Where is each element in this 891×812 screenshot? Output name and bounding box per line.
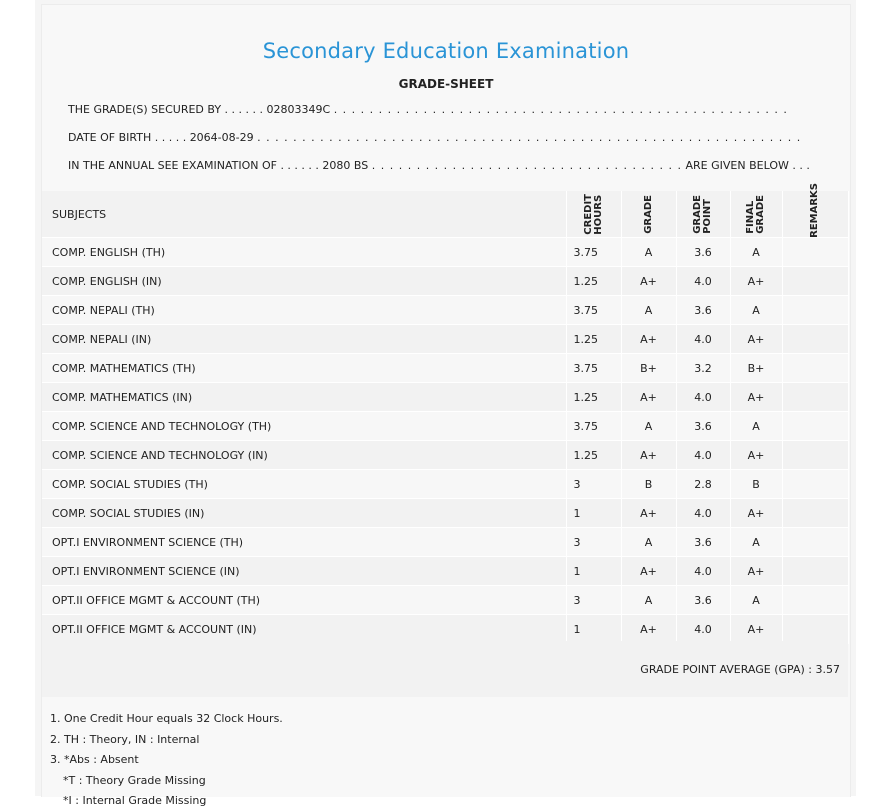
credit-hours-cell: 1 [566,499,621,528]
final-grade-cell: A [730,586,782,615]
grade-sheet-background [35,0,856,807]
final-grade-cell: B [730,470,782,499]
credit-hours-cell: 1 [566,615,621,644]
remarks-cell [782,267,848,296]
subject-cell: COMP. MATHEMATICS (TH) [42,354,566,383]
table-row [42,557,848,586]
exam-dots: . . . . . . . . . . . . . . . . . . . . . . . . . . . . . . . . . . . [371,159,682,172]
subject-cell: OPT.II OFFICE MGMT & ACCOUNT (IN) [42,615,566,644]
subject-cell: COMP. ENGLISH (IN) [42,267,566,296]
grade-point-cell: 3.6 [676,238,730,267]
subject-cell: COMP. SOCIAL STUDIES (IN) [42,499,566,528]
note-item: 3. *Abs : Absent [50,753,139,766]
exam-year: 2080 BS [322,159,369,172]
secured-by-label: THE GRADE(S) SECURED BY . . . . . . [68,103,264,116]
credit-hours-cell: 3.75 [566,412,621,441]
remarks-cell [782,470,848,499]
grade-point-header [676,191,730,238]
subject-cell: COMP. SCIENCE AND TECHNOLOGY (TH) [42,412,566,441]
final-grade-cell: A+ [730,267,782,296]
table-row [42,586,848,615]
grade-cell: A+ [621,499,676,528]
remarks-cell [782,325,848,354]
remarks-header-text: REMARKS [809,183,820,238]
table-row [42,383,848,412]
subject-cell: COMP. ENGLISH (TH) [42,238,566,267]
final-grade-cell: A+ [730,499,782,528]
grades-table [42,183,849,644]
final-grade-cell: A [730,238,782,267]
grade-point-cell: 3.6 [676,586,730,615]
symbol-number: 02803349C [266,103,331,116]
dob-line [68,131,801,144]
grade-header [621,191,676,238]
remarks-cell [782,441,848,470]
footnotes [50,709,283,812]
table-row [42,296,848,325]
final-grade-cell: B+ [730,354,782,383]
exam-label: IN THE ANNUAL SEE EXAMINATION OF . . . . . . [68,159,319,172]
final-grade-cell: A+ [730,441,782,470]
subject-cell: OPT.I ENVIRONMENT SCIENCE (IN) [42,557,566,586]
credit-hours-cell: 1.25 [566,267,621,296]
credit-hours-cell: 3.75 [566,354,621,383]
table-header-row [42,191,848,238]
grade-point-cell: 3.6 [676,412,730,441]
grade-point-cell: 4.0 [676,557,730,586]
table-row [42,412,848,441]
subject-cell: OPT.I ENVIRONMENT SCIENCE (TH) [42,528,566,557]
gpa-value: 3.57 [815,663,840,676]
final-grade-header [730,191,782,238]
subject-cell: OPT.II OFFICE MGMT & ACCOUNT (TH) [42,586,566,615]
grade-point-cell: 4.0 [676,383,730,412]
grade-point-cell: 3.2 [676,354,730,383]
final-grade-cell: A [730,296,782,325]
remarks-cell [782,557,848,586]
grade-point-cell: 4.0 [676,499,730,528]
grade-sheet-heading: GRADE-SHEET [398,77,494,91]
table-row [42,615,848,644]
grade-cell: A [621,238,676,267]
remarks-header [782,183,848,238]
note-item: *I : Internal Grade Missing [63,794,207,807]
subject-cell: COMP. SCIENCE AND TECHNOLOGY (IN) [42,441,566,470]
final-grade-header-text: FINAL GRADE [745,194,766,234]
table-row [42,325,848,354]
credit-hours-cell: 1 [566,557,621,586]
final-grade-cell: A [730,528,782,557]
remarks-cell [782,528,848,557]
final-grade-cell: A+ [730,615,782,644]
note-item: 1. One Credit Hour equals 32 Clock Hours. [50,712,283,725]
grade-point-cell: 4.0 [676,615,730,644]
remarks-cell [782,499,848,528]
credit-hours-cell: 3.75 [566,296,621,325]
grade-cell: B+ [621,354,676,383]
remarks-cell [782,412,848,441]
secured-by-dots: . . . . . . . . . . . . . . . . . . . . . . . . . . . . . . . . . . . . . . . . . . . . . . . . . . . [333,103,788,116]
grade-point-cell: 4.0 [676,441,730,470]
credit-hours-cell: 3.75 [566,238,621,267]
gpa-summary [640,663,840,676]
grade-point-header-text: GRADE POINT [692,194,713,234]
final-grade-cell: A+ [730,383,782,412]
grade-cell: B [621,470,676,499]
remarks-cell [782,615,848,644]
credit-hours-cell: 1.25 [566,383,621,412]
remarks-cell [782,586,848,615]
subject-cell: COMP. SOCIAL STUDIES (TH) [42,470,566,499]
grade-cell: A [621,586,676,615]
exam-suffix: ARE GIVEN BELOW . . . [685,159,810,172]
table-row [42,470,848,499]
grade-point-cell: 3.6 [676,296,730,325]
exam-line [68,159,810,172]
table-row [42,441,848,470]
gpa-label: GRADE POINT AVERAGE (GPA) : [640,663,812,676]
gpa-row [42,641,848,697]
grade-cell: A [621,528,676,557]
credit-hours-cell: 1.25 [566,325,621,354]
remarks-cell [782,238,848,267]
credit-hours-header-text: CREDIT HOURS [582,193,604,235]
final-grade-cell: A [730,412,782,441]
note-item: 2. TH : Theory, IN : Internal [50,732,200,746]
credit-hours-header [566,191,621,238]
subject-cell: COMP. MATHEMATICS (IN) [42,383,566,412]
grade-cell: A [621,412,676,441]
grades-table-body [42,238,848,644]
grade-point-cell: 3.6 [676,528,730,557]
dob-value: 2064-08-29 [189,131,254,144]
subject-cell: COMP. NEPALI (IN) [42,325,566,354]
grade-cell: A+ [621,441,676,470]
credit-hours-cell: 3 [566,528,621,557]
table-row [42,499,848,528]
remarks-cell [782,296,848,325]
subject-cell: COMP. NEPALI (TH) [42,296,566,325]
dob-dots: . . . . . . . . . . . . . . . . . . . . . . . . . . . . . . . . . . . . . . . . . . . . . . . . . . . . . . . . . . . . . [257,131,802,144]
grade-cell: A+ [621,615,676,644]
grade-point-cell: 4.0 [676,325,730,354]
grade-cell: A+ [621,557,676,586]
final-grade-cell: A+ [730,325,782,354]
secured-by-line [68,103,788,116]
exam-title: Secondary Education Examination [262,39,630,63]
grade-point-cell: 2.8 [676,470,730,499]
remarks-cell [782,354,848,383]
credit-hours-cell: 1.25 [566,441,621,470]
grade-cell: A+ [621,267,676,296]
grade-header-text: GRADE [642,194,654,234]
table-row [42,354,848,383]
remarks-cell [782,383,848,412]
credit-hours-cell: 3 [566,586,621,615]
table-row [42,238,848,267]
subjects-header: SUBJECTS [42,191,566,238]
grade-cell: A+ [621,383,676,412]
dob-label: DATE OF BIRTH . . . . . [68,131,187,144]
grade-point-cell: 4.0 [676,267,730,296]
credit-hours-cell: 3 [566,470,621,499]
final-grade-cell: A+ [730,557,782,586]
grade-cell: A+ [621,325,676,354]
grade-cell: A [621,296,676,325]
note-item: *T : Theory Grade Missing [63,773,206,787]
table-row [42,267,848,296]
table-row [42,528,848,557]
